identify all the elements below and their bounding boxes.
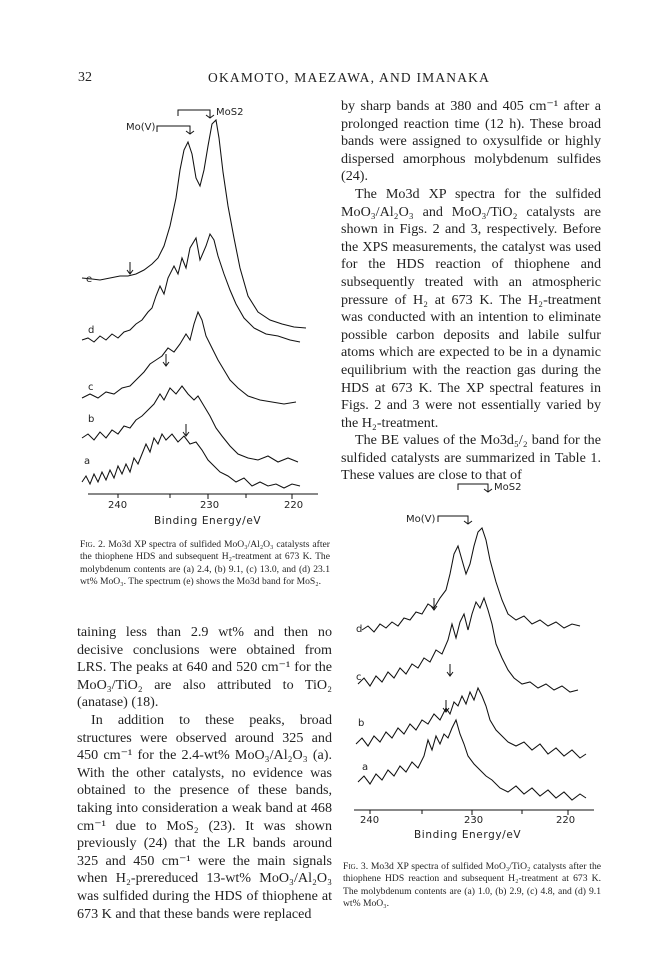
paragraph: In addition to these peaks, broad structures were observed around 325 and 450 cm⁻¹ for the 2.4-wt% MoO₃/Al₂O₃ (a). With the other catalysts, no evidence was obtained to the presence of these bands, taking into consideration a weak band at 468 cm⁻¹ due to MoS₂ (23). It was shown previously (24) that the LR bands around 325 and 450 cm⁻¹ were the main signals when H₂-prereduced 13-wt% MoO₃/Al₂O₃ was sulfided during the HDS of thiophene at 673 K and that these bands were replaced (77, 711, 332, 922)
fig2-caption-text: Mo3d XP spectra of sulfided MoO₃/Al₂O₃ catalysts after the thiophene HDS and subsequent H₂-treatment at 673 K. The molybdenum contents are (a) 2.4, (b) 9.1, (c) 13.0, and (d) 23.1 wt% MoO₃. The spectrum (e) shows the Mo3d band for MoS₂. (80, 539, 330, 588)
fig2-label-e: e (86, 274, 93, 285)
fig2-label-b: b (88, 414, 95, 425)
fig2-x-axis (88, 494, 318, 527)
paragraph: The BE values of the Mo3d₅/₂ band for the sulfided catalysts are summarized in Table 1. These values are close to that of (341, 432, 601, 484)
running-head: OKAMOTO, MAEZAWA, AND IMANAKA (208, 70, 491, 85)
fig3-trace-c (358, 598, 578, 692)
fig3-trace-a (358, 720, 586, 800)
fig3-label-c: c (356, 672, 362, 683)
left-column-text (77, 624, 332, 923)
paragraph: taining less than 2.9 wt% and then no decisive conclusions were obtained from LRS. The peaks at 640 and 520 cm⁻¹ for the MoO₃/TiO₂ are also attributed to TiO₂ (anatase) (18). (77, 624, 332, 711)
fig2-xlabel: Binding Energy/eV (154, 515, 262, 527)
fig3-label-a: a (362, 762, 369, 773)
fig3-caption-label: Fig. 3. (343, 861, 369, 872)
fig3-trace-b (356, 688, 586, 758)
fig3-mos2-marker: MoS2 (494, 482, 522, 493)
fig3-caption-text: Mo3d XP spectra of sulfided MoO₃/TiO₂ catalysts after the thiophene HDS reaction and subsequent H₂-treatment at 673 K. The molybdenum contents are (a) 1.0, (b) 2.9, (c) 4.8, and (d) 9.1 wt% MoO₃. (343, 861, 601, 910)
figure-2 (78, 98, 340, 530)
paragraph: by sharp bands at 380 and 405 cm⁻¹ after a prolonged reaction time (12 h). These broad bands were assigned to oxysulfide or highly dispersed amorphous molybdenum sulfides (24). (341, 98, 601, 185)
fig3-tick-220: 220 (556, 815, 576, 826)
fig3-caption (343, 861, 601, 911)
fig2-caption-label: Fig. 2. (80, 539, 106, 550)
fig2-trace-c (82, 312, 296, 404)
fig2-trace-e (82, 120, 306, 328)
fig3-tick-230: 230 (464, 815, 484, 826)
fig2-trace-a (82, 434, 300, 488)
fig3-xlabel: Binding Energy/eV (414, 829, 522, 841)
paragraph: The Mo3d XP spectra for the sulfided MoO₃/Al₂O₃ and MoO₃/TiO₂ catalysts are shown in Figs. 2 and 3, respectively. Before the XPS measurements, the catalyst was used for the HDS reaction of thiophene and subsequently treated with an atmospheric pressure of H₂ at 673 K. The H₂-treatment was conducted with an intention to eliminate possible carbon deposits and labile sulfur atoms which are expected to be in a dynamic equilibrium with the reaction gas during the HDS at 673 K. The XP spectral features in Figs. 2 and 3 were not essentially varied by the H₂-treatment. (341, 185, 601, 431)
right-column-text (341, 98, 601, 485)
fig2-tick-230: 230 (200, 500, 220, 511)
figure-3 (350, 474, 600, 844)
page-header (0, 70, 672, 90)
fig2-mos2-marker: MoS2 (216, 107, 244, 118)
page-number: 32 (78, 70, 92, 85)
fig3-mov-marker: Mo(V) (406, 514, 436, 525)
fig3-label-b: b (358, 718, 365, 729)
fig2-tick-220: 220 (284, 500, 304, 511)
fig2-label-c: c (88, 382, 94, 393)
fig3-peak-markers (406, 482, 521, 525)
fig2-label-d: d (88, 325, 95, 336)
fig3-tick-240: 240 (360, 815, 380, 826)
fig3-label-d: d (356, 624, 363, 635)
fig2-trace-d (82, 234, 300, 342)
fig2-peak-markers (126, 107, 243, 134)
fig2-tick-240: 240 (108, 500, 128, 511)
fig2-label-a: a (84, 456, 91, 467)
fig3-x-axis (354, 810, 594, 841)
fig2-mov-marker: Mo(V) (126, 122, 156, 133)
fig2-trace-b (82, 386, 298, 462)
fig2-caption (80, 539, 330, 589)
